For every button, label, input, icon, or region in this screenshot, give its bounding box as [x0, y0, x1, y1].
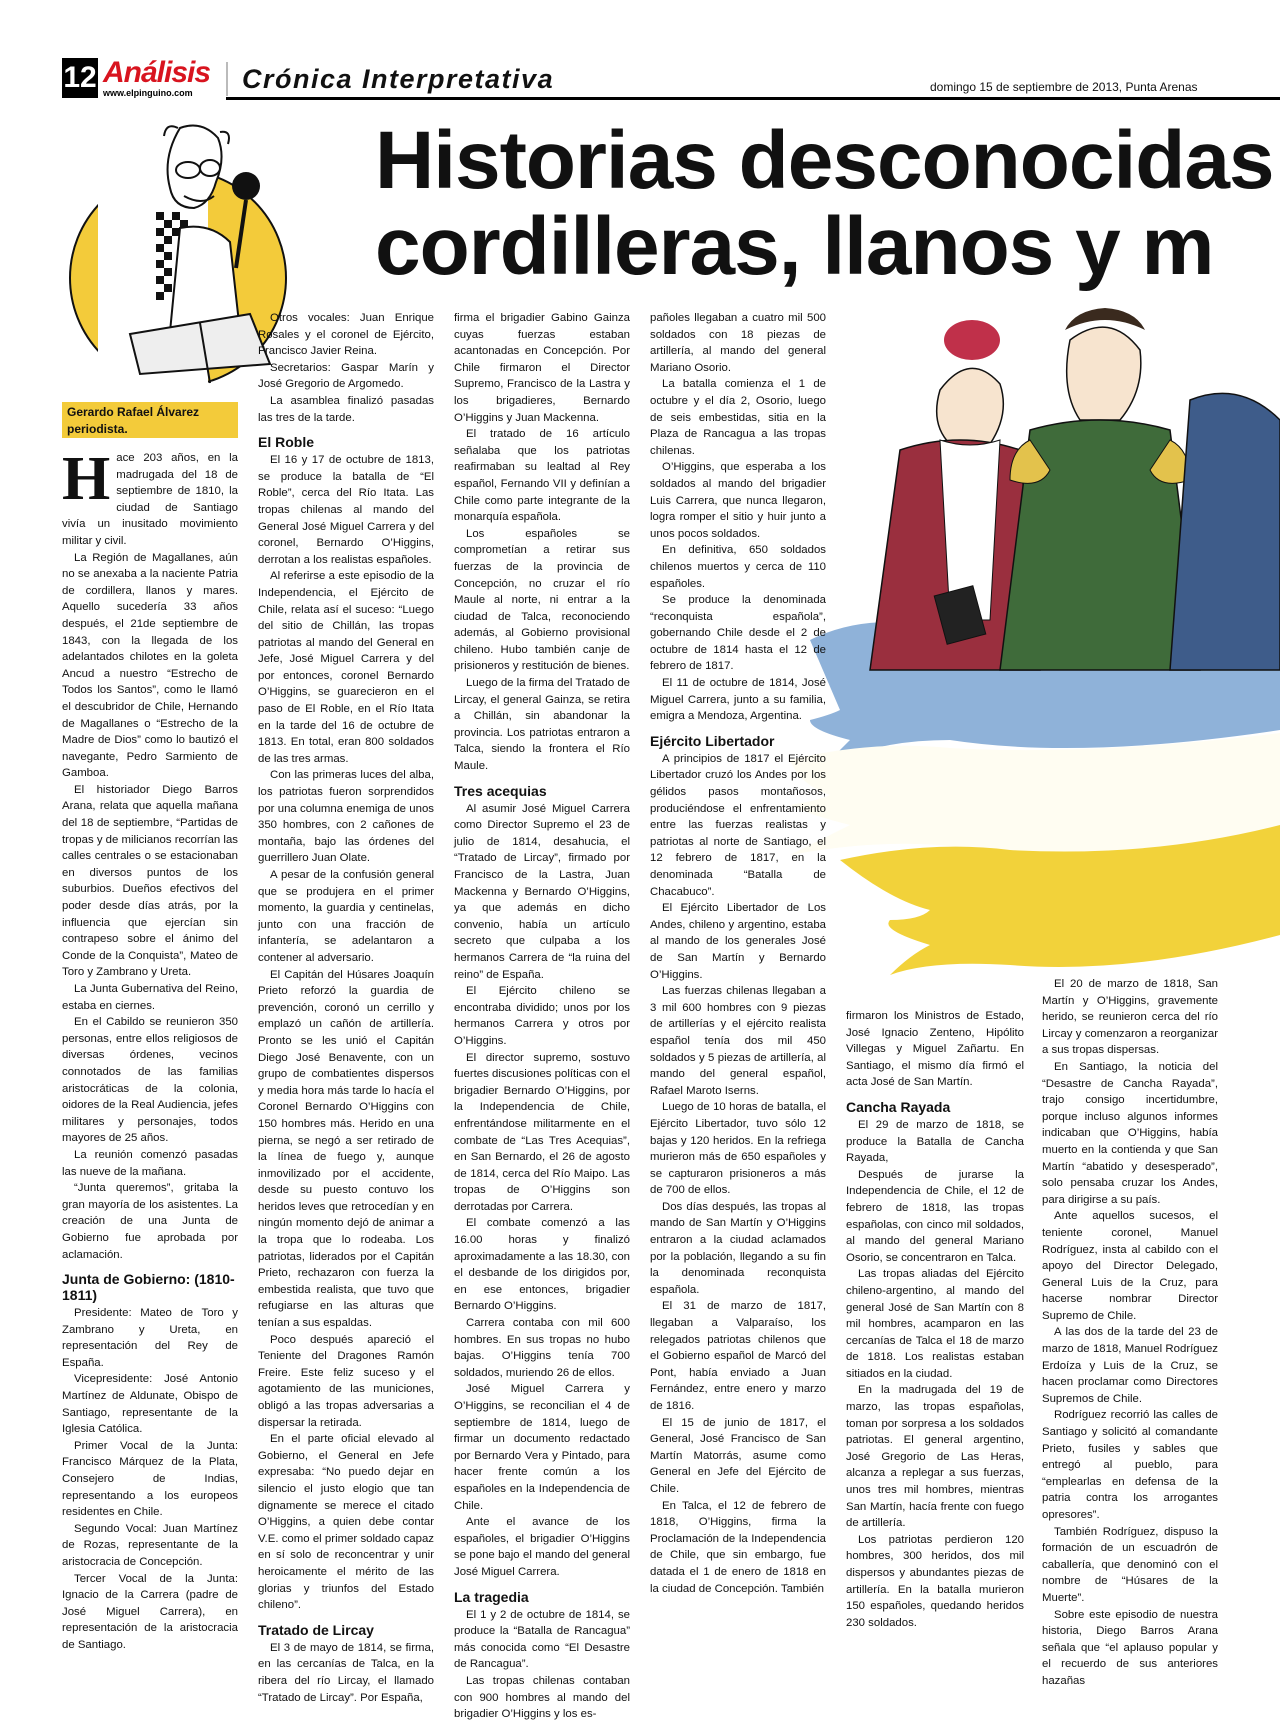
subheading: Cancha Rayada — [846, 1098, 951, 1115]
paragraph: El 20 de marzo de 1818, San Martín y O’Higgins, gravemente herido, se reunieron cerca del río Lircay y comenzaron a reorganizar a sus tropas dispersas. — [1042, 978, 1218, 1057]
drop-cap: H — [62, 445, 111, 513]
paragraph: El Ejército chileno se encontraba dividido; unos por los hermanos Carrera y otros por O’Higgins. — [454, 985, 630, 1047]
paragraph: A pesar de la confusión general que se produjera en el primer momento, la guardia y centinelas, junto con una fracción de infantería, se adelantaron a contener al adversario. — [258, 869, 434, 964]
author-name: Gerardo Rafael Álvarez — [67, 405, 200, 419]
paragraph: Con las primeras luces del alba, los patriotas fueron sorprendidos por una columna enemiga de unos 350 hombres, con 2 cañones de montaña, bajo las órdenes del guerrillero Juan Olate. — [258, 769, 434, 865]
paragraph: El tratado de 16 artículo señalaba que los patriotas reafirmaban su lealtad al Rey español, Fernando VII y definían a Chile como parte integrante de la monarquía española. — [454, 428, 630, 524]
paragraph: O’Higgins, que esperaba a los soldados al mando del brigadier Luis Carrera, que nunca llegaron, logra romper el sitio y huir junto a unos pocos soldados. — [650, 461, 826, 540]
independence-illustration — [790, 300, 1280, 980]
paragraph: En Talca, el 12 de febrero de 1818, O’Higgins, firma la Proclamación de la Independencia de Chile, que sin embargo, fue datada el 1 de enero de 1818 en la ciudad de Concepción. También — [650, 1499, 826, 1595]
paragraph: El 29 de marzo de 1818, se produce la Batalla de Cancha Rayada, — [846, 1118, 1024, 1165]
subheading: Junta de Gobierno: (1810-1811) — [62, 1271, 235, 1304]
paragraph: Ante aquellos sucesos, el teniente coronel, Manuel Rodríguez, insta al cabildo con el apoyo del Director Delegado, General Luis de la Cruz, para hacerse nombrar Director Supremo de Chile. — [1042, 1210, 1218, 1322]
paragraph: Después de jurarse la Independencia de Chile, el 12 de febrero de 1818, las tropas españolas, con cinco mil soldados, al mando del general Mariano Osorio, se concentraron en Talca. — [846, 1168, 1024, 1264]
subheading: La tragedia — [454, 1588, 529, 1605]
paragraph: Al referirse a este episodio de la Independencia, el Ejército de Chile, relata así el suceso: “Luego del sitio de Chillán, las tropas patriotas al mando del General en Jefe, José Miguel Carrera y del por entonces, coronel Bernardo O’Higgins, se guarecieron en el paso de El Roble, en el Río Itata en la tarde del 16 de octubre de 1813. En total, eran 800 soldados de las tres armas. — [258, 570, 434, 765]
paragraph: José Miguel Carrera y O’Higgins, se reconcilian el 4 de septiembre de 1814, luego de firmar un documento redactado por Bernardo Vera y Pintado, para hacer frente común a los españoles en la Independencia de Chile. — [454, 1383, 630, 1512]
headline — [375, 115, 1274, 292]
paragraph: firmaron los Ministros de Estado, José Ignacio Zenteno, Hipólito Villegas y Miguel Zañartu. En Santiago, el mismo día firmó el acta José de San Martín. — [846, 1010, 1024, 1089]
lead-paragraph — [62, 445, 238, 550]
subheading: Tratado de Lircay — [258, 1621, 374, 1638]
header-divider — [226, 62, 228, 96]
paragraph: El 1 y 2 de octubre de 1814, se produce la “Batalla de Rancagua” más conocida como “El Desastre de Rancagua”. — [454, 1608, 630, 1671]
paragraph: Secretarios: Gaspar Marín y José Gregorio de Argomedo. — [258, 361, 434, 391]
subheading: Tres acequias — [454, 782, 547, 799]
paragraph: En el Cabildo se reunieron 350 personas, entre ellos religiosos de diversas órdenes, vecinos connotados de las familias aristocráticas de la colonia, oidores de la Real Audiencia, jefes militares y personajes, todos mayores de 25 años. — [62, 1016, 238, 1145]
paragraph: Los patriotas perdieron 120 hombres, 300 heridos, dos mil dispersos y abundantes piezas de artillería. En la batalla murieron 150 españoles, quedando heridos 230 soldados. — [846, 1533, 1024, 1629]
paragraph: El historiador Diego Barros Arana, relata que aquella mañana del 18 de septiembre, “Partidas de tropas y de milicianos recorrían las calles centrales o se estacionaban en diversos puntos de los suburbios. Dueños efectivos del poder desde días atrás, por la influencia que ejercían sin contrapeso sobre el ánimo del Conde de la Conquista”, Mateo de Toro y Zambrano y Ureta. — [62, 783, 238, 979]
paragraph: La Región de Magallanes, aún no se anexaba a la naciente Patria de cordillera, llanos y mares. Aquello sucedería 33 años después, el 21de septiembre de 1843, con la llegada de los adelantados chilotes en la goleta Ancud a nuestro “Estrecho de Todos los Santos”, como le llamó el descubridor de Chile, Hernando de Magallanes o “Estrecho de la Madre de Dios” como lo bautizó el navegante, Pedro Sarmiento de Gamboa. — [62, 551, 238, 780]
paragraph: Se produce la denominada “reconquista española”, gobernando Chile desde el 2 de octubre de 1814 hasta el 12 de febrero de 1817. — [650, 594, 826, 673]
subheading: El Roble — [258, 434, 315, 451]
paragraph: En el parte oficial elevado al Gobierno, el General en Jefe expresaba: “No puedo dejar en silencio el justo elogio que tan dignamente se merece el citado O’Higgins, a quien debe contar V.E. como el primer soldado capaz en sí solo de reconcentrar y unir heroicamente el mérito de las glorias y triunfos del Estado chileno”. — [258, 1433, 434, 1612]
paragraph: A principios de 1817 el Ejército Libertador cruzó los Andes por los gélidos pasos montañosos, produciéndose el enfrentamiento entre las fuerzas realistas y patriotas al norte de Santiago, el 12 febrero de 1817, en la denominada “Batalla de Chacabuco”. — [650, 752, 826, 898]
paragraph: Las tropas aliadas del Ejército chileno-argentino, al mando del general José de San Martín con 8 mil hombres, acamparon en las cercanías de Talca el 18 de marzo de 1818. Los realistas estaban sitiados en la ciudad. — [846, 1268, 1024, 1380]
paragraph: Otros vocales: Juan Enrique Rosales y el coronel de Ejército, Francisco Javier Reina. — [258, 312, 434, 358]
paragraph: La Junta Gubernativa del Reino, estaba en ciernes. — [62, 983, 238, 1012]
paragraph: El 31 de marzo de 1817, llegaban a Valparaíso, los relegados patriotas chilenos que el Gobierno español de Marcó del Pont, había enviado a Juan Fernández, entre enero y marzo de 1816. — [650, 1300, 826, 1412]
paragraph: La reunión comenzó pasadas las nueve de la mañana. — [62, 1148, 238, 1178]
paragraph: Las tropas chilenas contaban con 900 hombres al mando del brigadier O’Higgins y los es- — [454, 1674, 630, 1721]
paragraph: El 15 de junio de 1817, el General, José Francisco de San Martín Matorrás, asume como General en Jefe del Ejército de Chile. — [650, 1416, 826, 1495]
paragraph: En la madrugada del 19 de marzo, las tropas españolas, toman por sorpresa a los soldados patriotas. El general argentino, José Gregorio de Las Heras, alcanza a replegar a sus fuerzas, unos tres mil hombres, mientras San Martín, hacía frente con fuego de artillería. — [846, 1384, 1024, 1530]
header-rule — [226, 97, 1280, 100]
paragraph: “Junta queremos”, gritaba la gran mayoría de los asistentes. La creación de una Junta de Gobierno fue aprobada por aclamación. — [62, 1182, 238, 1261]
paragraph: Presidente: Mateo de Toro y Zambrano y Ureta, en representación del Rey de España. — [62, 1307, 238, 1369]
paragraph: Las fuerzas chilenas llegaban a 3 mil 600 hombres con 9 piezas de artillerías y el ejército realista español tenía dos mil 450 soldados y 5 piezas de artillería, al mando del general español, Rafael Maroto Iserns. — [650, 985, 826, 1097]
article-column-1 — [62, 445, 238, 1654]
headline-line-1: Historias desconocidas — [375, 115, 1274, 206]
paragraph: A las dos de la tarde del 23 de marzo de 1818, Manuel Rodríguez Erdoíza y Luis de la Cruz, se hacen proclamar como Directores Supremos de Chile. — [1042, 1326, 1218, 1405]
paragraph: Vicepresidente: José Antonio Martínez de Aldunate, Obispo de Santiago, representante de la Iglesia Católica. — [62, 1373, 238, 1436]
paragraph: El 3 de mayo de 1814, se firma, en las cercanías de Talca, en la ribera del río Lircay, el llamado “Tratado de Lircay”. Por España, — [258, 1641, 434, 1704]
subheading: Ejército Libertador — [650, 732, 775, 749]
paragraph: Tercer Vocal de la Junta: Ignacio de la Carrera (padre de José Miguel Carrera), en representación de la aristocracia de Santiago. — [62, 1572, 238, 1651]
article-column-4 — [650, 310, 826, 1597]
paragraph: El 11 de octubre de 1814, José Miguel Carrera, junto a su familia, emigra a Mendoza, Argentina. — [650, 677, 826, 723]
paragraph: El Capitán del Húsares Joaquín Prieto reforzó la guardia de prevención, coronó un cerrillo y emplazó un cañón de artillería. Pronto se les unió el Capitán Diego José Benavente, con un grupo de combatientes dispersos y media hora más tarde lo hacía el Coronel Bernardo O’Higgins con 150 hombres más. Herido en una pierna, se negó a ser retirado de la línea de fuego y, aunque inmovilizado por el accidente, desde su puesto contuvo los heridos leves que retrocedían y en ningún momento dejó de animar a la tropa que lo rodeaba. Los patriotas, liderados por el Capitán Prieto, rechazaron con fuerza la embestida realista, que tuvo que refugiarse en las alturas que tenían a sus espaldas. — [258, 968, 434, 1330]
paragraph: Segundo Vocal: Juan Martínez de Rozas, representante de la aristocracia de Concepción. — [62, 1522, 238, 1568]
paragraph: Ante el avance de los españoles, el brigadier O’Higgins se pone bajo el mando del general José Miguel Carrera. — [454, 1516, 630, 1578]
paragraph: La asamblea finalizó pasadas las tres de la tarde. — [258, 394, 434, 424]
paragraph: Rodríguez recorrió las calles de Santiago y solicitó al comandante Prieto, fusiles y sables que entregó al pueblo, para “emplearlas en defensa de la patria contra los arrogantes opresores”. — [1042, 1409, 1218, 1521]
article-column-5 — [846, 1008, 1024, 1631]
paragraph: El combate comenzó a las 16.00 horas y finalizó aproximadamente a las 18.30, con el desbande de los dirigidos por, en ese entonces, brigadier Bernardo O’Higgins. — [454, 1217, 630, 1313]
paragraph: El 16 y 17 de octubre de 1813, se produce la batalla de “El Roble”, cerca del Río Itata. Las tropas chilenas al mando del General José Miguel Carrera y del coronel, Bernardo O’Higgins, derrotan a los realistas españoles. — [258, 454, 434, 566]
author-byline — [62, 402, 238, 438]
paragraph: En Santiago, la noticia del “Desastre de Cancha Rayada”, trajo consigo incertidumbre, porque incluso algunos informes indicaban que O’Higgins, había muerto en la contienda y que San Martín “abatido y desesperado”, solo pensaba cruzar los Andes, para dirigirse a su país. — [1042, 1060, 1218, 1206]
paragraph: Luego de la firma del Tratado de Lircay, el general Gainza, se retira a Chillán, sin abandonar la provincia. Los patriotas entraron a Talca, siendo la frontera el Río Maule. — [454, 677, 631, 773]
page-number: 12 — [62, 58, 98, 98]
paragraph: Luego de 10 horas de batalla, el Ejército Libertador, tuvo sólo 12 bajas y 120 heridos. En la refriega murieron más de 650 españoles y se capturaron prisioneros a más de 700 de ellos. — [650, 1101, 826, 1197]
article-column-3 — [454, 310, 630, 1723]
lead-text: ace 203 años, en la madrugada del 18 de septiembre de 1810, la ciudad de Santiago vivía un inusitado movimiento militar y civil. — [62, 452, 238, 547]
author-role: periodista. — [67, 422, 128, 436]
author-caricature — [60, 108, 288, 390]
paragraph: Carrera contaba con mil 600 hombres. En sus tropas no hubo bajas. O’Higgins tenía 700 soldados, muriendo 26 de ellos. — [454, 1317, 630, 1379]
brand-logo: Análisis — [103, 56, 211, 89]
paragraph: firma el brigadier Gabino Gainza cuyas fuerzas estaban acantonadas en Concepción. Por Chile firmaron el Director Supremo, Francisco de la Lastra y los brigadieres, Bernardo O’Higgins y Juan Mackenna. — [454, 312, 630, 424]
paragraph: El Ejército Libertador de Los Andes, chileno y argentino, estaba al mando de los generales José de San Martín y Bernardo O’Higgins. — [650, 902, 826, 981]
dateline: domingo 15 de septiembre de 2013, Punta Arenas — [930, 80, 1198, 94]
paragraph: En definitiva, 650 soldados chilenos muertos y cerca de 110 españoles. — [650, 544, 826, 590]
paragraph: Dos días después, las tropas al mando de San Martín y O’Higgins entraron a la ciudad aclamados por la población, llegando a su fin la denominada reconquista española. — [650, 1200, 826, 1296]
paragraph: Sobre este episodio de nuestra historia, Diego Barros Arana señala que “el aplauso popular y el recuerdo de sus anteriores hazañas — [1042, 1608, 1218, 1687]
paragraph: La batalla comienza el 1 de octubre y el día 2, Osorio, luego de seis embestidas, sitia en la Plaza de Rancagua a las tropas chilenas. — [650, 378, 826, 457]
paragraph: Primer Vocal de la Junta: Francisco Márquez de la Plata, Consejero de Indias, representando a los europeos residentes en Chile. — [62, 1439, 238, 1519]
paragraph: El director supremo, sostuvo fuertes discusiones políticas con el brigadier Bernardo O’Higgins, por la Independencia de Chile, enfrentándose militarmente en el combate de “Las Tres Acequias”, en San Bernardo, el 26 de agosto de 1814, cerca del Río Maipo. Las tropas de O’Higgins son derrotadas por Carrera. — [454, 1051, 631, 1213]
paragraph: pañoles llegaban a cuatro mil 500 soldados con 18 piezas de artillería, al mando del general Mariano Osorio. — [650, 312, 826, 374]
article-column-6 — [1042, 976, 1218, 1690]
headline-line-2: cordilleras, llanos y m — [375, 201, 1214, 292]
article-column-2 — [258, 310, 434, 1706]
brand-url: www.elpinguino.com — [103, 88, 193, 98]
section-title: Crónica Interpretativa — [242, 64, 555, 94]
paragraph: También Rodríguez, dispuso la formación de un escuadrón de caballería, que denominó con el nombre de “Húsares de la Muerte”. — [1042, 1525, 1218, 1604]
paragraph: Los españoles se comprometían a retirar sus fuerzas de la provincia de Concepción, no cruzar el río Maule al norte, ni entrar a la ciudad de Talca, reconociendo además, al Gobierno provisional chileno. Hubo también canje de prisioneros y restitución de bienes. — [454, 527, 630, 673]
paragraph: Poco después apareció el Teniente del Dragones Ramón Freire. Este feliz suceso y el agotamiento de las municiones, obligó a las tropas adversarias a dispersar la retirada. — [258, 1333, 434, 1429]
paragraph: Al asumir José Miguel Carrera como Director Supremo el 23 de julio de 1814, desahucia, el “Tratado de Lircay”, firmado por Francisco de la Lastra, Juan Mackenna y Bernardo O’Higgins, ya que además en dicho convenio, había un artículo secreto que culpaba a los hermanos Carrera de “la ruina del reino” de España. — [454, 802, 630, 981]
